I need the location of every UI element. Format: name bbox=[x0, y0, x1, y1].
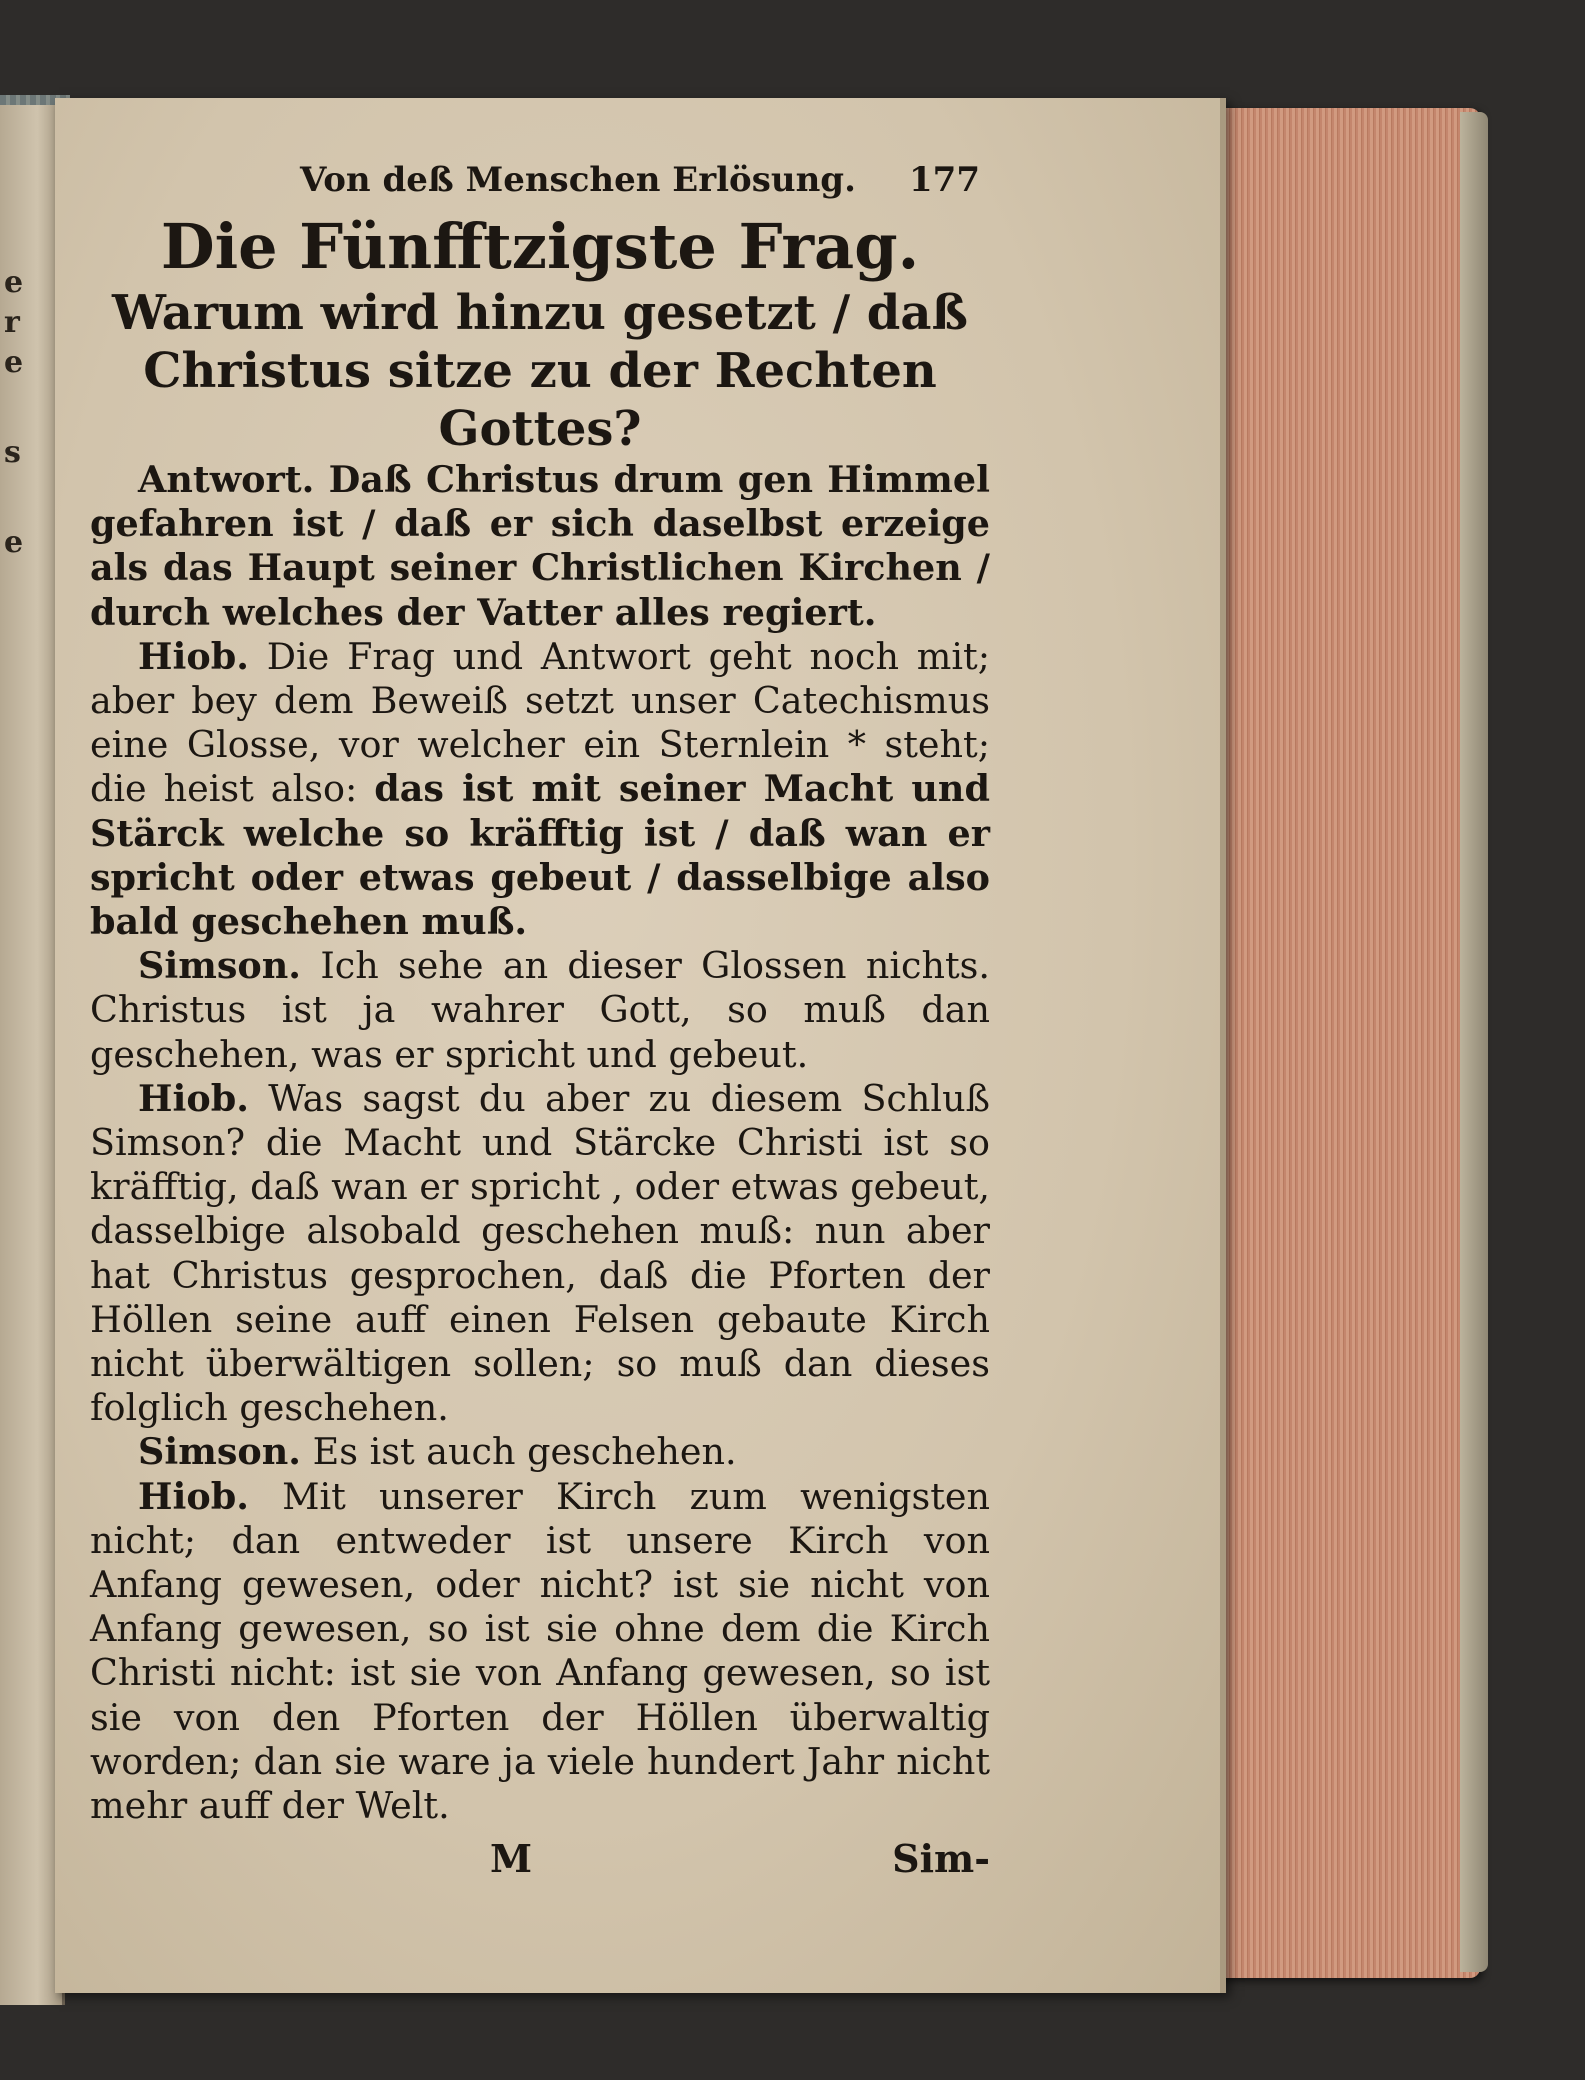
speaker-label: Hiob. bbox=[138, 1076, 249, 1120]
left-fragment: s bbox=[4, 435, 21, 470]
left-fragment: r bbox=[4, 305, 20, 340]
catchword: Sim- bbox=[892, 1836, 990, 1882]
dialogue-paragraph bbox=[90, 1430, 990, 1474]
book-cover-edge bbox=[1460, 112, 1488, 1972]
dialogue-text: Die Frag und Antwort geht noch mit; aber bey dem Beweiß setzt unser Catechismus eine Glosse, vor welcher ein Sternlein * steht; die heist also: bbox=[90, 634, 990, 811]
speaker-label: Hiob. bbox=[138, 634, 249, 678]
dialogue-paragraph bbox=[90, 1077, 990, 1431]
answer-paragraph bbox=[90, 458, 990, 635]
running-head-title: Von deß Menschen Erlösung. bbox=[300, 160, 856, 200]
question-heading: Die Fünfftzigste Frag. bbox=[160, 210, 920, 283]
dialogue-paragraph bbox=[90, 635, 990, 944]
answer-label: Antwort. bbox=[138, 458, 315, 501]
page-text bbox=[90, 160, 990, 1881]
speaker-label: Hiob. bbox=[138, 1474, 249, 1518]
question-text: Warum wird hinzu gesetzt / daß Christus sitze zu der Rechten Gottes? bbox=[112, 285, 968, 457]
dialogue-paragraph bbox=[90, 944, 990, 1077]
dialogue-text: Was sagst du aber zu diesem Schluß Simson? die Macht und Stärcke Christi ist so kräfftig, daß wan er spricht , oder etwas gebeut, dasselbige alsobald geschehen muß: nun aber hat Christus gesprochen, daß die Pforten der Höllen seine auff einen Felsen gebaute Kirch nicht überwältigen sollen; so muß dan dieses folglich geschehen. bbox=[90, 1076, 990, 1430]
dialogue-text: Ich sehe an dieser Glossen nichts. Christus ist ja wahrer Gott, so muß dan geschehen, was er spricht und gebeut. bbox=[90, 944, 991, 1076]
left-fragment: e bbox=[4, 345, 24, 380]
answer-text: Daß Christus drum gen Himmel gefahren ist / daß er sich daselbst erzeige als das Haupt seiner Christlichen Kirchen / durch welches der Vatter alles regiert. bbox=[90, 458, 990, 634]
signature-mark: M bbox=[490, 1836, 533, 1882]
dialogue-paragraph bbox=[90, 1475, 990, 1829]
running-head bbox=[90, 160, 990, 200]
left-fragment: e bbox=[4, 525, 24, 560]
speaker-label: Simson. bbox=[138, 1430, 301, 1474]
dialogue-text: Es ist auch geschehen. bbox=[312, 1430, 737, 1474]
dialogue-text: Mit unserer Kirch zum wenigsten nicht; dan entweder ist unsere Kirch von Anfang gewesen, oder nicht? ist sie nicht von Anfang gewesen, so ist sie ohne dem die Kirch Christi nicht: ist sie von Anfang gewesen, so ist sie von den Pforten der Höllen überwaltig worden; dan sie ware ja viele hundert Jahr nicht mehr auff der Welt. bbox=[90, 1474, 990, 1828]
page-footer bbox=[90, 1836, 990, 1881]
speaker-label: Simson. bbox=[138, 944, 301, 988]
page-number: 177 bbox=[909, 160, 980, 200]
left-fragment: e bbox=[4, 265, 24, 300]
page-block-edges bbox=[1200, 108, 1480, 1978]
dialogue-gloss: das ist mit seiner Macht und Stärck welche so kräfftig ist / daß wan er spricht oder etwas gebeut / dasselbige also bald geschehen muß. bbox=[90, 767, 990, 944]
